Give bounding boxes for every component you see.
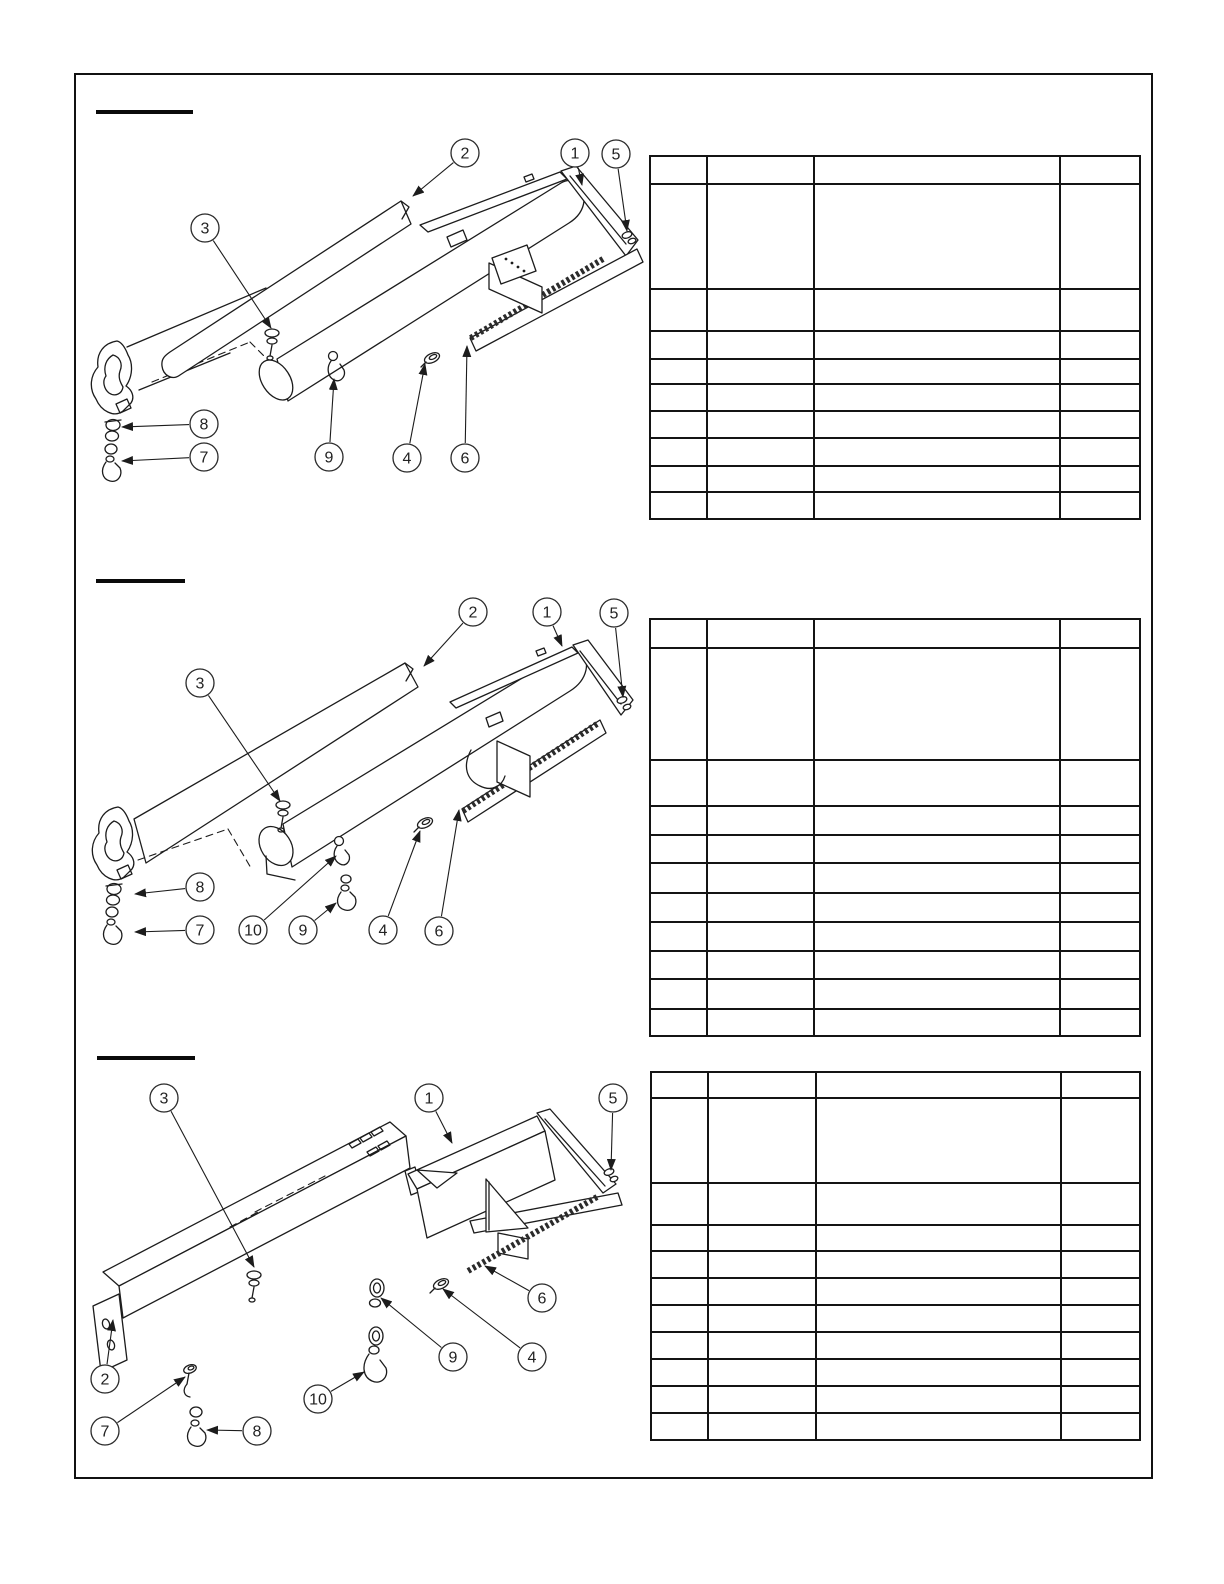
parts-table-row [650, 289, 1140, 331]
parts-table-cell [814, 893, 1060, 922]
callout-label: 1 [570, 145, 580, 163]
parts-table [649, 618, 1141, 1037]
parts-table-cell [651, 1359, 708, 1386]
parts-table-cell [1060, 835, 1140, 863]
parts-table-cell [708, 1251, 816, 1278]
callout-leader-line [485, 1266, 529, 1291]
callout-6 [485, 1266, 556, 1312]
parts-table-cell [707, 979, 814, 1009]
callout-leader-line [465, 346, 467, 443]
parts-table-cell [1060, 648, 1140, 760]
lower-platform [470, 1179, 622, 1259]
parts-table-row [651, 1183, 1140, 1225]
callout-label: 2 [100, 1371, 110, 1389]
callout-label: 3 [159, 1090, 169, 1108]
parts-table-row [650, 979, 1140, 1009]
parts-table-cell [814, 806, 1060, 835]
parts-table-cell [1060, 863, 1140, 893]
parts-table-cell [650, 922, 707, 951]
callout-leader-line [135, 889, 185, 894]
parts-table-cell [814, 619, 1060, 648]
parts-table-cell [1060, 893, 1140, 922]
parts-table-cell [651, 1278, 708, 1305]
callout-leader-line [424, 623, 463, 666]
callout-label: 8 [252, 1423, 262, 1441]
callout-label: 5 [609, 605, 619, 623]
parts-table-cell [650, 359, 707, 384]
callout-leader-line [381, 1298, 441, 1347]
parts-table-row [650, 384, 1140, 411]
parts-table-cell [814, 359, 1060, 384]
parts-table-cell [707, 289, 814, 331]
parts-table-row [650, 466, 1140, 492]
parts-table-cell [650, 1009, 707, 1036]
parts-table-cell [651, 1098, 708, 1183]
parts-table-row [650, 1009, 1140, 1036]
inner-square-boom [103, 1122, 410, 1318]
parts-table-cell [1060, 922, 1140, 951]
callout-4 [393, 364, 425, 472]
callout-7 [122, 443, 218, 471]
parts-table-row [650, 359, 1140, 384]
callout-leader-line [330, 379, 334, 442]
parts-table-cell [651, 1413, 708, 1440]
parts-table-cell [1060, 806, 1140, 835]
callout-leader-line [315, 903, 336, 921]
parts-table-cell [707, 922, 814, 951]
callout-leader-line [122, 425, 189, 427]
parts-table-cell [1061, 1183, 1140, 1225]
parts-table-cell [1061, 1098, 1140, 1183]
callout-leader-line [331, 1372, 364, 1391]
callout-label: 3 [195, 675, 205, 693]
parts-table-cell [707, 384, 814, 411]
parts-table-row [651, 1225, 1140, 1251]
parts-table-cell [651, 1251, 708, 1278]
swivel-hook-latch [338, 875, 356, 910]
parts-table-cell [816, 1413, 1061, 1440]
callout-label: 7 [100, 1423, 110, 1441]
parts-table-cell [816, 1072, 1061, 1098]
parts-table-cell [814, 979, 1060, 1009]
figure-1-svg [85, 130, 645, 485]
callout-label: 7 [199, 449, 209, 467]
parts-table-cell [651, 1305, 708, 1332]
parts-table-cell [1060, 951, 1140, 979]
callout-label: 9 [324, 449, 334, 467]
callout-10 [239, 856, 336, 944]
hidden-line [228, 829, 251, 868]
callout-9 [381, 1298, 467, 1371]
grab-hook [334, 837, 349, 865]
parts-table-cell [814, 438, 1060, 466]
parts-table-cell [707, 359, 814, 384]
parts-table-cell [708, 1332, 816, 1359]
parts-table-row [650, 438, 1140, 466]
hitch-pin-clip [421, 351, 441, 367]
parts-table-cell [707, 466, 814, 492]
callout-leader-line [264, 856, 336, 920]
callout-leader-line [410, 364, 425, 443]
parts-table [649, 155, 1141, 520]
callout-label: 8 [195, 879, 205, 897]
swivel-hook [103, 444, 121, 481]
section-title-underline-3 [97, 1056, 195, 1060]
callout-label: 5 [611, 146, 621, 164]
parts-table-cell [650, 289, 707, 331]
parts-table-cell [707, 331, 814, 359]
callout-label: 4 [527, 1349, 537, 1367]
parts-table-cell [814, 289, 1060, 331]
callout-leader-line [388, 831, 420, 916]
parts-table-cell [707, 619, 814, 648]
parts-table-cell [816, 1332, 1061, 1359]
shackle [106, 884, 122, 906]
callout-leader-line [413, 163, 453, 196]
callout-6 [451, 346, 479, 472]
boom-nose-hook-plate [92, 807, 134, 880]
parts-table-row [650, 492, 1140, 519]
parts-table-row [651, 1098, 1140, 1183]
parts-table-cell [707, 1009, 814, 1036]
parts-table-row [651, 1386, 1140, 1413]
parts-table-row [650, 331, 1140, 359]
parts-table-cell [1060, 156, 1140, 184]
parts-table-row [650, 619, 1140, 648]
parts-table-cell [708, 1098, 816, 1183]
figure-2-line-art [92, 640, 633, 944]
callout-label: 4 [378, 922, 388, 940]
parts-table-cell [1060, 184, 1140, 289]
parts-table-cell [1060, 438, 1140, 466]
parts-table-cell [650, 384, 707, 411]
parts-table-cell [650, 156, 707, 184]
callout-label: 3 [200, 220, 210, 238]
parts-table-cell [816, 1386, 1061, 1413]
callout-label: 2 [460, 145, 470, 163]
callout-label: 9 [448, 1349, 458, 1367]
parts-table-cell [650, 835, 707, 863]
callout-leader-line [135, 930, 185, 932]
parts-table-cell [814, 863, 1060, 893]
callout-leader-line [207, 1430, 242, 1431]
parts-table-cell [816, 1183, 1061, 1225]
parts-table-cell [650, 760, 707, 806]
parts-table-cell [1060, 289, 1140, 331]
parts-table-cell [1061, 1359, 1140, 1386]
parts-table-cell [1061, 1332, 1140, 1359]
callout-leader-line [443, 1289, 520, 1348]
clamp-bolt [183, 1363, 198, 1397]
parts-table-cell [816, 1305, 1061, 1332]
parts-table-cell [707, 863, 814, 893]
parts-table-cell [1061, 1305, 1140, 1332]
callout-1 [533, 598, 562, 646]
callout-7 [135, 916, 214, 944]
callout-9 [315, 379, 343, 471]
parts-table-cell [650, 331, 707, 359]
parts-table-cell [1061, 1072, 1140, 1098]
callout-label: 10 [309, 1391, 327, 1409]
callout-label: 5 [608, 1090, 618, 1108]
parts-table-cell [814, 384, 1060, 411]
parts-table-cell [707, 806, 814, 835]
parts-table-row [651, 1251, 1140, 1278]
parts-table-cell [708, 1359, 816, 1386]
parts-table-cell [708, 1413, 816, 1440]
parts-table-row [651, 1332, 1140, 1359]
parts-table-row [650, 835, 1140, 863]
parts-table-row [650, 156, 1140, 184]
boom-nose-hook-plate [91, 341, 133, 414]
parts-table-cell [707, 184, 814, 289]
parts-table-cell [816, 1098, 1061, 1183]
callout-8 [122, 410, 218, 438]
callout-label: 2 [468, 604, 478, 622]
parts-table-row [650, 806, 1140, 835]
parts-table-cell [1061, 1278, 1140, 1305]
callout-9 [289, 903, 336, 944]
parts-table-cell [814, 922, 1060, 951]
parts-table-cell [814, 1009, 1060, 1036]
parts-table-cell [1061, 1413, 1140, 1440]
callout-label: 6 [460, 450, 470, 468]
parts-table-row [650, 760, 1140, 806]
parts-table-cell [814, 466, 1060, 492]
callout-label: 10 [244, 922, 262, 940]
parts-table-cell [1060, 331, 1140, 359]
parts-table-cell [650, 863, 707, 893]
parts-table-cell [707, 492, 814, 519]
parts-table-cell [650, 466, 707, 492]
parts-table-cell [708, 1305, 816, 1332]
parts-table-cell [814, 411, 1060, 438]
hitch-pin-clip [430, 1277, 450, 1293]
parts-table-cell [707, 893, 814, 922]
parts-table-cell [1060, 619, 1140, 648]
parts-table-cell [814, 156, 1060, 184]
callout-10 [304, 1372, 364, 1413]
parts-table-cell [650, 492, 707, 519]
parts-table-cell [816, 1359, 1061, 1386]
callout-8 [135, 873, 214, 901]
parts-table-row [650, 951, 1140, 979]
parts-table-cell [1060, 359, 1140, 384]
parts-table-row [651, 1072, 1140, 1098]
callout-2 [424, 598, 487, 666]
parts-table-cell [650, 806, 707, 835]
parts-table [650, 1071, 1141, 1441]
parts-table-cell [814, 184, 1060, 289]
parts-table-cell [1060, 760, 1140, 806]
parts-table-cell [650, 979, 707, 1009]
parts-table-cell [708, 1072, 816, 1098]
figure-2-svg [85, 590, 645, 952]
parts-table-cell [650, 411, 707, 438]
parts-table-cell [707, 648, 814, 760]
section-title-underline-2 [96, 579, 185, 583]
parts-table-cell [651, 1225, 708, 1251]
parts-table-cell [650, 648, 707, 760]
callout-leader-line [117, 1377, 185, 1423]
parts-table-cell [814, 492, 1060, 519]
callout-8 [207, 1417, 271, 1445]
parts-table-cell [816, 1225, 1061, 1251]
parts-table-cell [816, 1251, 1061, 1278]
callout-label: 6 [537, 1290, 547, 1308]
parts-table-cell [708, 1183, 816, 1225]
parts-table-host-3 [650, 1071, 1141, 1441]
callout-label: 7 [195, 922, 205, 940]
callout-leader-line [122, 458, 189, 461]
parts-table-cell [707, 835, 814, 863]
parts-table-cell [708, 1225, 816, 1251]
parts-table-cell [650, 951, 707, 979]
parts-table-cell [651, 1183, 708, 1225]
callout-label: 4 [402, 450, 412, 468]
parts-table-cell [708, 1386, 816, 1413]
parts-table-row [651, 1359, 1140, 1386]
parts-table-cell [1061, 1251, 1140, 1278]
figure-3-svg [85, 1075, 650, 1460]
parts-table-row [650, 184, 1140, 289]
swivel-safety-hook [364, 1327, 387, 1382]
parts-table-cell [651, 1386, 708, 1413]
parts-table-cell [1060, 466, 1140, 492]
parts-table-cell [650, 184, 707, 289]
parts-table-cell [1060, 1009, 1140, 1036]
shackle [105, 420, 121, 442]
callout-label: 1 [424, 1090, 434, 1108]
parts-table-row [651, 1413, 1140, 1440]
parts-table-cell [814, 951, 1060, 979]
parts-table-cell [814, 648, 1060, 760]
callout-4 [369, 831, 420, 944]
swivel-eye-bolt [370, 1279, 385, 1307]
parts-table-cell [707, 438, 814, 466]
parts-table-host-2 [649, 618, 1141, 1037]
callout-leader-line [611, 1113, 613, 1170]
parts-table-cell [651, 1072, 708, 1098]
parts-table-cell [816, 1278, 1061, 1305]
parts-table-cell [1061, 1225, 1140, 1251]
callout-label: 9 [298, 922, 308, 940]
parts-table-cell [707, 411, 814, 438]
parts-table-cell [650, 438, 707, 466]
parts-table-row [650, 411, 1140, 438]
hitch-pin-clip [414, 816, 434, 832]
swivel-hook [188, 1407, 206, 1446]
callout-leader-line [441, 810, 459, 916]
parts-table-cell [1060, 979, 1140, 1009]
parts-table-cell [1060, 384, 1140, 411]
parts-table-cell [707, 951, 814, 979]
parts-table-cell [707, 760, 814, 806]
callout-2 [413, 139, 479, 196]
parts-table-cell [814, 331, 1060, 359]
parts-table-cell [708, 1278, 816, 1305]
callout-label: 6 [434, 923, 444, 941]
figure-1-line-art [91, 166, 643, 481]
callout-leader-line [553, 626, 562, 646]
parts-table-row [651, 1305, 1140, 1332]
clamp-screw [265, 329, 279, 360]
parts-table-cell [814, 760, 1060, 806]
callout-leader-line [436, 1111, 452, 1143]
parts-table-row [650, 893, 1140, 922]
section-title-underline-1 [96, 110, 193, 114]
parts-table-cell [707, 156, 814, 184]
parts-table-cell [650, 893, 707, 922]
parts-table-host-1 [649, 155, 1141, 520]
parts-table-cell [1060, 411, 1140, 438]
callout-label: 8 [199, 416, 209, 434]
parts-table-cell [650, 619, 707, 648]
callout-1 [415, 1084, 452, 1143]
callout-label: 1 [542, 604, 552, 622]
callout-6 [425, 810, 459, 945]
swivel-hook [104, 907, 122, 944]
parts-table-cell [1061, 1386, 1140, 1413]
clamp-screw [247, 1271, 261, 1302]
parts-table-row [650, 863, 1140, 893]
parts-table-cell [651, 1332, 708, 1359]
parts-table-row [651, 1278, 1140, 1305]
parts-table-row [650, 648, 1140, 760]
parts-table-cell [1060, 492, 1140, 519]
parts-table-row [650, 922, 1140, 951]
figure-3-line-art [93, 1109, 622, 1446]
parts-table-cell [814, 835, 1060, 863]
callout-5 [599, 1084, 627, 1170]
